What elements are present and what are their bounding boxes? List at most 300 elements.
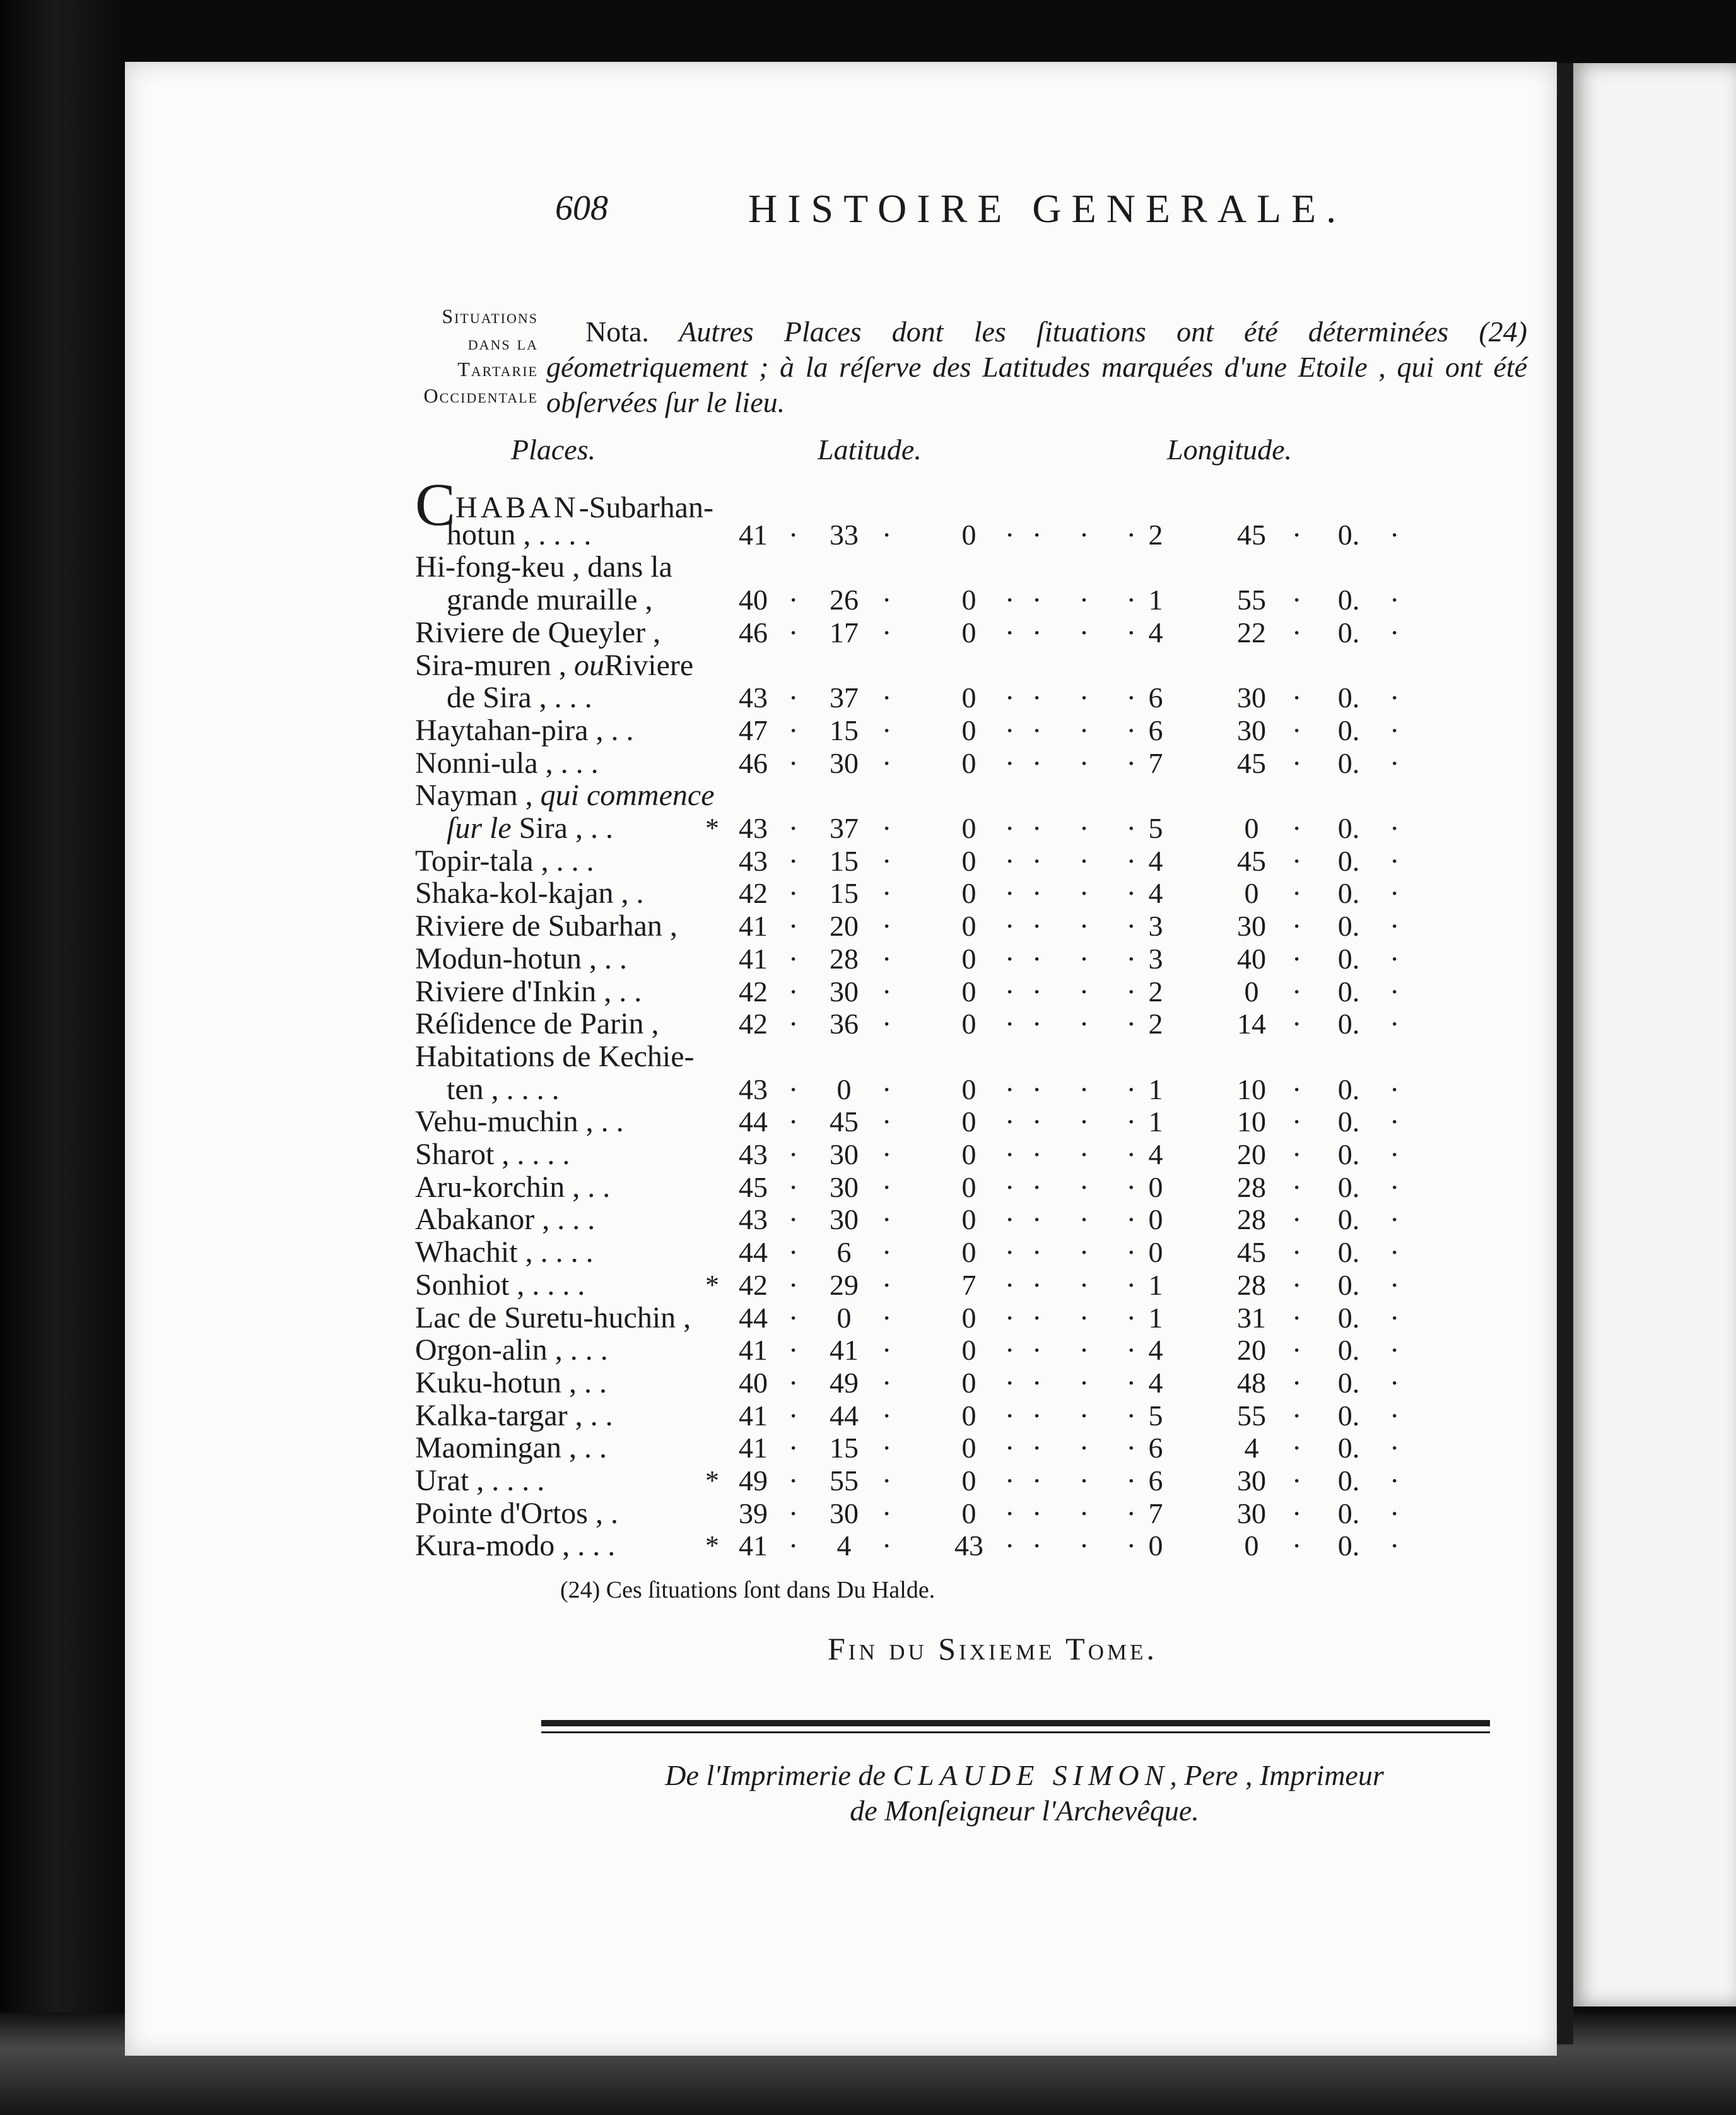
leader-dot: ·: [789, 1464, 814, 1497]
leader-dot: ·: [1292, 1366, 1317, 1399]
place-name: Hi-fong-keu , dans la: [415, 550, 672, 584]
leader-dot: ·: [1292, 1529, 1317, 1562]
leader-dot: ·: [1390, 1236, 1415, 1269]
latitude-value: 37: [830, 681, 859, 714]
leader-dots: · · ·: [1032, 975, 1151, 1008]
place-name: Whachit , . . . .: [415, 1235, 594, 1270]
leader-dot: ·: [789, 844, 814, 877]
longitude-value: 7: [1148, 746, 1163, 779]
book-gutter: [1557, 63, 1573, 2044]
longitude-value: 0.: [1337, 975, 1360, 1008]
longitude-value: 30: [1237, 910, 1266, 943]
leader-dot: ·: [1390, 518, 1415, 551]
place-name-italic: qui commence: [540, 779, 715, 813]
latitude-value: 0: [836, 1073, 852, 1105]
latitude-value: 0: [961, 1464, 976, 1497]
leader-dot: ·: [789, 942, 814, 975]
leader-dot: ·: [1292, 1432, 1317, 1464]
leader-dot: ·: [1390, 681, 1415, 714]
leader-dot: ·: [1005, 1399, 1030, 1432]
longitude-value: 0.: [1337, 1105, 1360, 1138]
longitude-value: 0.: [1337, 1464, 1360, 1497]
leader-dot: ·: [1292, 518, 1317, 551]
latitude-value: 26: [830, 584, 859, 616]
place-name-text: Nayman ,: [415, 779, 541, 813]
leader-dot: ·: [1390, 1008, 1415, 1040]
leader-dot: ·: [882, 746, 907, 779]
margin-note-line: Situations: [442, 305, 538, 327]
longitude-value: 0: [1244, 975, 1259, 1008]
place-name: Urat , . . . .: [415, 1464, 545, 1497]
longitude-value: 7: [1148, 1497, 1163, 1529]
leader-dot: ·: [789, 812, 814, 844]
leader-dot: ·: [882, 1464, 907, 1497]
margin-note-line: dans la: [467, 331, 538, 354]
leader-dot: ·: [789, 714, 814, 746]
leader-dot: ·: [1005, 518, 1030, 551]
longitude-value: 0.: [1337, 518, 1360, 551]
longitude-value: 14: [1237, 1008, 1266, 1040]
leader-dot: ·: [1292, 616, 1317, 649]
leader-dots: · · ·: [1032, 1497, 1151, 1529]
leader-dot: ·: [1005, 714, 1030, 746]
longitude-value: 45: [1237, 746, 1266, 779]
leader-dot: ·: [882, 844, 907, 877]
leader-dot: ·: [1005, 616, 1030, 649]
leader-dot: ·: [1292, 1073, 1317, 1105]
leader-dot: ·: [1390, 1170, 1415, 1203]
leader-dot: ·: [1292, 746, 1317, 779]
longitude-value: 0: [1148, 1236, 1163, 1269]
leader-dot: ·: [1390, 714, 1415, 746]
leader-dot: ·: [882, 1497, 907, 1529]
leader-dot: ·: [1005, 844, 1030, 877]
leader-dot: ·: [1005, 1432, 1030, 1464]
longitude-value: 4: [1148, 1138, 1163, 1170]
leader-dot: ·: [1005, 1497, 1030, 1529]
leader-dot: ·: [882, 1268, 907, 1301]
leader-dot: ·: [1390, 942, 1415, 975]
latitude-value: 44: [830, 1399, 859, 1432]
longitude-value: 0.: [1337, 616, 1360, 649]
latitude-value: 0: [961, 714, 976, 746]
leader-dot: ·: [1292, 1236, 1317, 1269]
leader-dot: ·: [1292, 1138, 1317, 1170]
longitude-value: 0.: [1337, 844, 1360, 877]
longitude-value: 4: [1148, 844, 1163, 877]
leader-dots: · · ·: [1032, 1301, 1151, 1334]
leader-dot: ·: [1292, 877, 1317, 910]
longitude-value: 10: [1237, 1073, 1266, 1105]
latitude-value: 15: [830, 1432, 859, 1464]
leader-dot: ·: [882, 1432, 907, 1464]
leader-dot: ·: [1292, 844, 1317, 877]
imprint-text: De l'Imprimerie de: [665, 1759, 893, 1791]
latitude-value: 40: [739, 1366, 768, 1399]
leader-dot: ·: [882, 1334, 907, 1367]
longitude-value: 0.: [1337, 1529, 1360, 1562]
latitude-value: 41: [739, 1399, 768, 1432]
leader-dot: ·: [882, 1399, 907, 1432]
longitude-value: 48: [1237, 1366, 1266, 1399]
leader-dot: ·: [789, 1366, 814, 1399]
leader-dot: ·: [1390, 1334, 1415, 1367]
place-name-text: Sira-muren ,: [415, 648, 574, 682]
longitude-value: 0.: [1337, 1138, 1360, 1170]
longitude-value: 0.: [1337, 1497, 1360, 1529]
leader-dot: ·: [1005, 1073, 1030, 1105]
leader-dot: ·: [882, 1301, 907, 1334]
imprint-line-1: [621, 1758, 1428, 1793]
leader-dot: ·: [1292, 584, 1317, 616]
longitude-value: 1: [1148, 1301, 1163, 1334]
latitude-value: 0: [961, 746, 976, 779]
leader-dot: ·: [789, 1268, 814, 1301]
latitude-value: 0: [961, 975, 976, 1008]
leader-dots: · · ·: [1032, 1529, 1151, 1562]
place-name-italic: ou: [573, 648, 604, 682]
latitude-value: 41: [739, 942, 768, 975]
latitude-value: 0: [961, 844, 976, 877]
leader-dots: · · ·: [1032, 746, 1151, 779]
longitude-value: 0.: [1337, 942, 1360, 975]
rule-thin: [541, 1731, 1490, 1733]
place-name: Haytahan-pira , . .: [415, 713, 634, 747]
longitude-value: 5: [1148, 812, 1163, 844]
margin-note: [380, 303, 538, 409]
leader-dots: · · ·: [1032, 1268, 1151, 1301]
leader-dot: ·: [1005, 1203, 1030, 1236]
longitude-value: 0.: [1337, 1236, 1360, 1269]
leader-dots: · · ·: [1032, 1073, 1151, 1105]
place-name: Topir-tala , . . .: [415, 844, 594, 878]
leader-dot: ·: [1390, 1529, 1415, 1562]
longitude-value: 0.: [1337, 812, 1360, 844]
leader-dot: ·: [1390, 910, 1415, 943]
leader-dot: ·: [1390, 1432, 1415, 1464]
leader-dots: · · ·: [1032, 681, 1151, 714]
leader-dots: · · ·: [1032, 518, 1151, 551]
latitude-value: 30: [830, 975, 859, 1008]
leader-dots: · · ·: [1032, 910, 1151, 943]
leader-dot: ·: [1390, 1203, 1415, 1236]
latitude-value: 4: [836, 1529, 852, 1562]
scan-border-left: [0, 0, 125, 2115]
leader-dot: ·: [1390, 812, 1415, 844]
latitude-value: 0: [961, 584, 976, 616]
leader-dot: ·: [1292, 812, 1317, 844]
leader-dot: ·: [1292, 1497, 1317, 1529]
longitude-value: 28: [1237, 1203, 1266, 1236]
leader-dot: ·: [789, 1334, 814, 1367]
longitude-value: 0.: [1337, 1399, 1360, 1432]
leader-dot: ·: [789, 1105, 814, 1138]
place-name: Lac de Suretu-huchin ,: [415, 1300, 691, 1334]
book-page: [125, 62, 1557, 2056]
place-name: Nonni-ula , . . .: [415, 746, 599, 780]
place-name: Riviere de Queyler ,: [415, 615, 661, 649]
leader-dot: ·: [882, 1105, 907, 1138]
leader-dot: ·: [882, 975, 907, 1008]
place-name: Riviere de Subarhan ,: [415, 909, 677, 943]
leader-dot: ·: [1292, 1008, 1317, 1040]
longitude-value: 20: [1237, 1334, 1266, 1367]
latitude-value: 0: [961, 616, 976, 649]
latitude-value: 41: [739, 518, 768, 551]
latitude-value: 49: [739, 1464, 768, 1497]
longitude-value: 0.: [1337, 877, 1360, 910]
latitude-value: 0: [961, 1399, 976, 1432]
leader-dot: ·: [1005, 584, 1030, 616]
place-name-text: Sira , . .: [519, 811, 613, 845]
leader-dot: ·: [1005, 1529, 1030, 1562]
longitude-value: 0.: [1337, 1203, 1360, 1236]
leader-dot: ·: [1005, 681, 1030, 714]
latitude-value: 37: [830, 812, 859, 844]
place-name-smallcaps: HABAN: [455, 491, 579, 524]
leader-dot: ·: [1390, 746, 1415, 779]
latitude-value: 43: [739, 1073, 768, 1105]
nota-paragraph: [546, 314, 1527, 420]
longitude-value: 0.: [1337, 910, 1360, 943]
latitude-value: 0: [961, 1138, 976, 1170]
latitude-value: 29: [830, 1268, 859, 1301]
leader-dot: ·: [1292, 1301, 1317, 1334]
place-name-text: Riviere: [604, 648, 694, 682]
longitude-value: 20: [1237, 1138, 1266, 1170]
latitude-value: 43: [739, 1138, 768, 1170]
leader-dot: ·: [1292, 942, 1317, 975]
leader-dot: ·: [1292, 910, 1317, 943]
longitude-value: 6: [1148, 1432, 1163, 1464]
latitude-value: 43: [739, 1203, 768, 1236]
leader-dot: ·: [789, 746, 814, 779]
latitude-value: 30: [830, 1203, 859, 1236]
longitude-value: 0.: [1337, 1170, 1360, 1203]
leader-dots: · · ·: [1032, 1138, 1151, 1170]
longitude-value: 0.: [1337, 1334, 1360, 1367]
leader-dot: ·: [1390, 975, 1415, 1008]
longitude-value: 0: [1148, 1529, 1163, 1562]
leader-dot: ·: [1292, 1399, 1317, 1432]
rule-thick: [541, 1720, 1490, 1726]
latitude-value: 28: [830, 942, 859, 975]
latitude-value: 44: [739, 1105, 768, 1138]
leader-dot: ·: [1390, 1138, 1415, 1170]
leader-dot: ·: [1005, 910, 1030, 943]
leader-dot: ·: [1390, 1366, 1415, 1399]
latitude-value: 49: [830, 1366, 859, 1399]
leader-dots: · · ·: [1032, 1236, 1151, 1269]
leader-dot: ·: [882, 910, 907, 943]
longitude-value: 30: [1237, 681, 1266, 714]
leader-dot: ·: [789, 1432, 814, 1464]
longitude-value: 3: [1148, 910, 1163, 943]
longitude-value: 45: [1237, 1236, 1266, 1269]
observed-star-marker: *: [705, 1269, 719, 1300]
longitude-value: 45: [1237, 844, 1266, 877]
leader-dot: ·: [882, 616, 907, 649]
place-name: Riviere d'Inkin , . .: [415, 974, 642, 1008]
latitude-value: 15: [830, 714, 859, 746]
longitude-value: 1: [1148, 1073, 1163, 1105]
latitude-value: 0: [961, 942, 976, 975]
leader-dot: ·: [789, 1138, 814, 1170]
leader-dot: ·: [1390, 844, 1415, 877]
margin-note-line: Occidentale: [423, 384, 538, 407]
longitude-value: 4: [1148, 1366, 1163, 1399]
column-header-places: Places.: [511, 433, 596, 466]
latitude-value: 41: [830, 1334, 859, 1367]
latitude-value: 47: [739, 714, 768, 746]
leader-dot: ·: [1390, 584, 1415, 616]
latitude-value: 46: [739, 616, 768, 649]
leader-dot: ·: [1005, 877, 1030, 910]
longitude-value: 10: [1237, 1105, 1266, 1138]
place-name-italic: ſur le: [447, 811, 519, 845]
leader-dots: · · ·: [1032, 844, 1151, 877]
place-name: Pointe d'Ortos , .: [415, 1496, 618, 1530]
longitude-value: 6: [1148, 681, 1163, 714]
place-name: Sharot , . . . .: [415, 1138, 570, 1171]
longitude-value: 0.: [1337, 1301, 1360, 1334]
imprint-text: , Pere , Imprimeur: [1170, 1759, 1384, 1791]
latitude-value: 30: [830, 1138, 859, 1170]
latitude-value: 15: [830, 844, 859, 877]
longitude-value: 6: [1148, 714, 1163, 746]
longitude-value: 0: [1244, 1529, 1259, 1562]
longitude-value: 2: [1148, 975, 1163, 1008]
latitude-value: 41: [739, 910, 768, 943]
latitude-value: 0: [961, 1170, 976, 1203]
drop-cap: C: [415, 471, 456, 538]
latitude-value: 42: [739, 1268, 768, 1301]
margin-note-line: Tartarie: [457, 358, 538, 380]
leader-dot: ·: [1390, 1497, 1415, 1529]
latitude-value: 0: [961, 1497, 976, 1529]
latitude-value: 45: [830, 1105, 859, 1138]
longitude-value: 55: [1237, 584, 1266, 616]
longitude-value: 30: [1237, 714, 1266, 746]
place-name: Maomingan , . .: [415, 1431, 607, 1465]
leader-dot: ·: [789, 1399, 814, 1432]
place-name: Sonhiot , . . . .: [415, 1268, 585, 1302]
longitude-value: 0.: [1337, 1008, 1360, 1040]
longitude-value: 28: [1237, 1170, 1266, 1203]
place-name: Modun-hotun , . .: [415, 941, 627, 975]
latitude-value: 33: [830, 518, 859, 551]
leader-dot: ·: [1005, 942, 1030, 975]
leader-dot: ·: [882, 518, 907, 551]
leader-dot: ·: [1005, 1334, 1030, 1367]
latitude-value: 43: [739, 844, 768, 877]
leader-dot: ·: [1005, 1268, 1030, 1301]
longitude-value: 1: [1148, 1268, 1163, 1301]
place-name: Habitations de Kechie-: [415, 1039, 695, 1073]
leader-dot: ·: [1292, 975, 1317, 1008]
leader-dots: · · ·: [1032, 1464, 1151, 1497]
leader-dots: · · ·: [1032, 1170, 1151, 1203]
leader-dots: · · ·: [1032, 1399, 1151, 1432]
leader-dot: ·: [1292, 1334, 1317, 1367]
leader-dot: ·: [1292, 714, 1317, 746]
longitude-value: 22: [1237, 616, 1266, 649]
longitude-value: 55: [1237, 1399, 1266, 1432]
leader-dot: ·: [1005, 1301, 1030, 1334]
leader-dot: ·: [882, 681, 907, 714]
footnote: (24) Ces ſituations ſont dans Du Halde.: [560, 1577, 935, 1603]
leader-dot: ·: [789, 877, 814, 910]
place-name: Abakanor , . . .: [415, 1203, 595, 1237]
end-of-volume: Fin du Sixieme Tome.: [828, 1631, 1158, 1666]
column-header-latitude: Latitude.: [818, 433, 922, 466]
leader-dot: ·: [1292, 1203, 1317, 1236]
place-name: Orgon-alin , . . .: [415, 1333, 608, 1367]
leader-dot: ·: [1292, 1268, 1317, 1301]
leader-dot: ·: [1292, 1464, 1317, 1497]
longitude-value: 3: [1148, 942, 1163, 975]
leader-dots: · · ·: [1032, 942, 1151, 975]
leader-dot: ·: [882, 877, 907, 910]
longitude-value: 31: [1237, 1301, 1266, 1334]
longitude-value: 2: [1148, 1008, 1163, 1040]
place-name: Vehu-muchin , . .: [415, 1105, 624, 1139]
longitude-value: 28: [1237, 1268, 1266, 1301]
place-name: ten , . . . .: [447, 1072, 560, 1106]
longitude-value: 0: [1148, 1170, 1163, 1203]
imprint: [621, 1758, 1428, 1829]
leader-dot: ·: [789, 681, 814, 714]
latitude-value: 40: [739, 584, 768, 616]
place-name: Kura-modo , . . .: [415, 1529, 616, 1563]
leader-dot: ·: [789, 616, 814, 649]
latitude-value: 0: [836, 1301, 852, 1334]
leader-dot: ·: [1005, 1008, 1030, 1040]
longitude-value: 0: [1244, 812, 1259, 844]
place-name: [415, 649, 693, 682]
latitude-value: 0: [961, 1301, 976, 1334]
latitude-value: 44: [739, 1236, 768, 1269]
latitude-value: 0: [961, 910, 976, 943]
leader-dot: ·: [789, 1236, 814, 1269]
leader-dot: ·: [1005, 746, 1030, 779]
leader-dot: ·: [882, 1203, 907, 1236]
leader-dot: ·: [882, 1529, 907, 1562]
latitude-value: 44: [739, 1301, 768, 1334]
page-number: 608: [555, 189, 608, 228]
leader-dot: ·: [789, 1301, 814, 1334]
leader-dot: ·: [882, 1170, 907, 1203]
latitude-value: 0: [961, 1334, 976, 1367]
latitude-value: 46: [739, 746, 768, 779]
place-name: [415, 779, 715, 812]
place-name: de Sira , . . .: [447, 681, 592, 715]
latitude-value: 39: [739, 1497, 768, 1529]
longitude-value: 1: [1148, 1105, 1163, 1138]
latitude-value: 36: [830, 1008, 859, 1040]
leader-dot: ·: [789, 975, 814, 1008]
column-header-longitude: Longitude.: [1167, 433, 1293, 466]
longitude-value: 0.: [1337, 584, 1360, 616]
latitude-value: 42: [739, 1008, 768, 1040]
leader-dots: · · ·: [1032, 1366, 1151, 1399]
longitude-value: 30: [1237, 1497, 1266, 1529]
longitude-value: 45: [1237, 518, 1266, 551]
leader-dots: · · ·: [1032, 1334, 1151, 1367]
place-name: Aru-korchin , . .: [415, 1170, 611, 1204]
leader-dots: · · ·: [1032, 714, 1151, 746]
latitude-value: 0: [961, 1008, 976, 1040]
